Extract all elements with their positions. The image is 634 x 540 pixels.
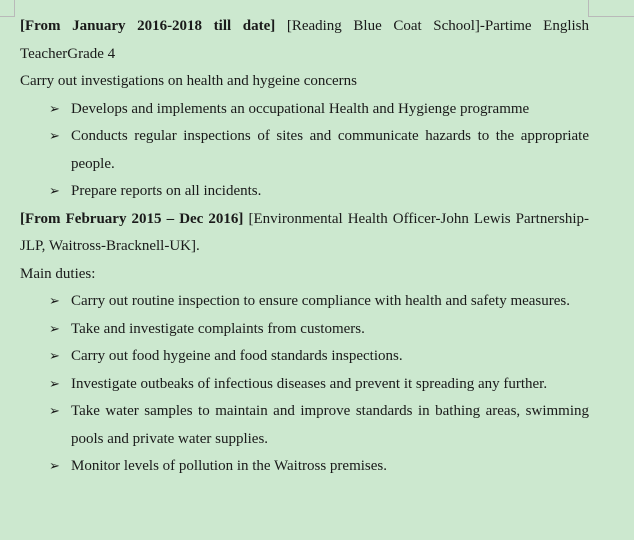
job1-period: [From January 2016-2018 till date]	[20, 18, 276, 34]
arrow-bullet-icon: ➢	[49, 129, 60, 144]
arrow-bullet-icon: ➢	[49, 184, 60, 199]
arrow-bullet-icon: ➢	[49, 349, 60, 364]
list-item-text: Carry out routine inspection to ensure compliance with health and safety measures.	[71, 293, 571, 309]
margin-corner-mark	[588, 16, 634, 17]
list-item	[20, 178, 589, 206]
list-item	[20, 398, 589, 453]
job1-heading	[20, 13, 589, 68]
list-item	[20, 96, 589, 124]
job1-title: [Reading Blue Coat School]-Partime English TeacherGrade 4	[20, 18, 589, 62]
job2-duties-list	[20, 288, 589, 481]
margin-corner-mark	[14, 0, 15, 16]
list-item-text: Conducts regular inspections of sites and communicate hazards to the appropriate people.	[71, 128, 589, 172]
list-item	[20, 343, 589, 371]
list-item-text: Investigate outbeaks of infectious diseases and prevent it spreading any further.	[71, 375, 548, 392]
document-body	[20, 13, 589, 481]
list-item	[20, 123, 589, 178]
job2-period: [From February 2015 – Dec 2016]	[20, 210, 244, 227]
arrow-bullet-icon: ➢	[49, 459, 60, 474]
list-item	[20, 371, 589, 399]
job1-intro: Carry out investigations on health and hygeine concerns	[20, 73, 357, 89]
arrow-bullet-icon: ➢	[49, 101, 60, 117]
list-item-text: Carry out food hygeine and food standards inspections.	[71, 348, 403, 364]
arrow-bullet-icon: ➢	[49, 321, 60, 337]
list-item	[20, 288, 589, 316]
job1-duties-list	[20, 96, 589, 206]
job2-intro: Main duties:	[20, 265, 96, 282]
list-item-text: Monitor levels of pollution in the Waitross premises.	[71, 458, 387, 474]
job2-title: [Environmental Health Officer-John Lewis Partnership-JLP, Waitross-Bracknell-UK].	[20, 210, 589, 254]
list-item-text: Prepare reports on all incidents.	[71, 183, 262, 199]
job2-heading	[20, 206, 589, 261]
arrow-bullet-icon: ➢	[49, 404, 60, 419]
arrow-bullet-icon: ➢	[49, 294, 60, 309]
margin-corner-mark	[0, 16, 15, 17]
list-item-text: Take and investigate complaints from customers.	[71, 320, 365, 337]
list-item-text: Develops and implements an occupational Health and Hygienge programme	[71, 100, 530, 117]
arrow-bullet-icon: ➢	[49, 376, 60, 392]
list-item-text: Take water samples to maintain and improve standards in bathing areas, swimming pools and private water supplies.	[71, 403, 589, 447]
list-item	[20, 453, 589, 481]
list-item	[20, 316, 589, 344]
